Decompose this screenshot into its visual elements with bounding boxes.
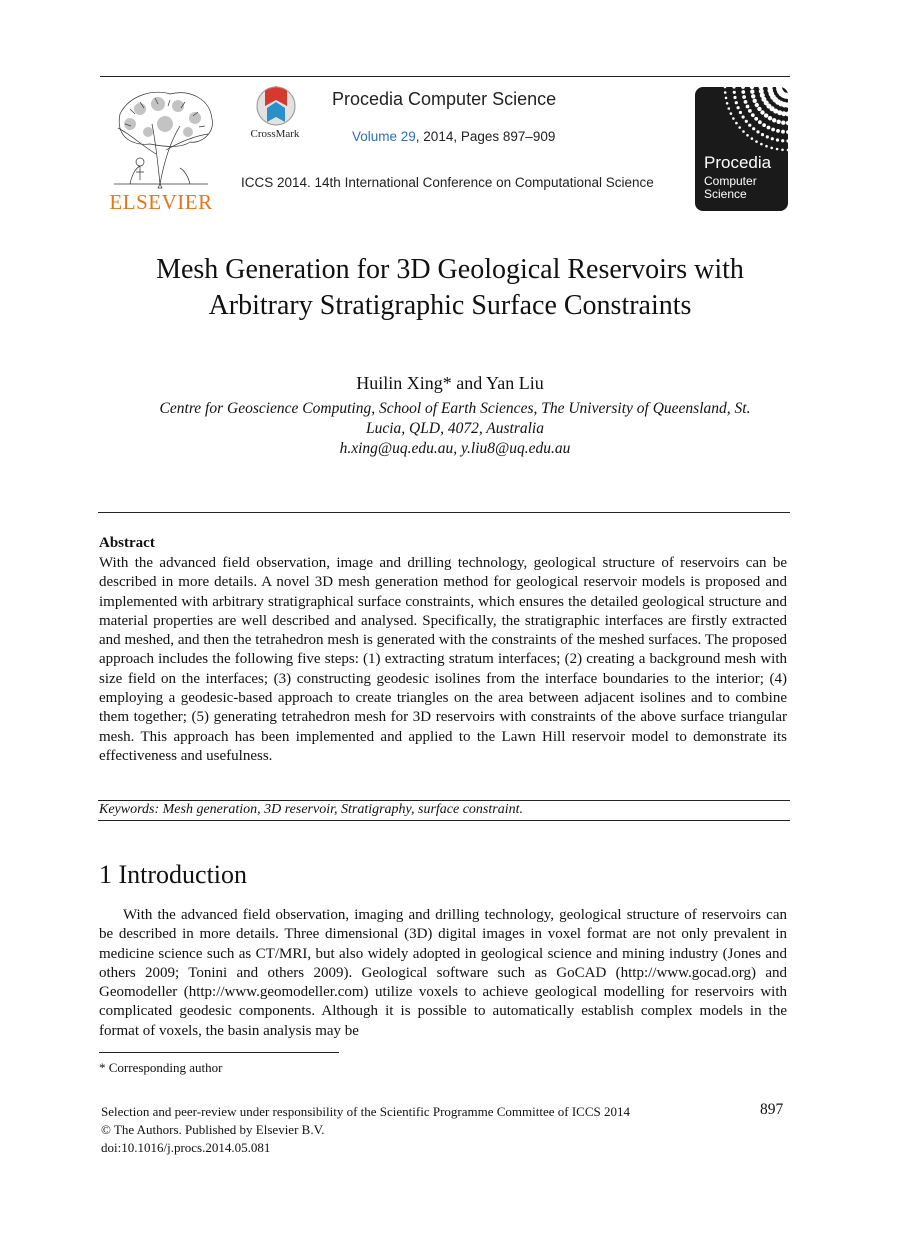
badge-dot	[757, 107, 761, 111]
affiliation-line-1: Centre for Geoscience Computing, School of Earth Sciences, The University of Queensland, St.	[159, 400, 751, 417]
badge-dot	[758, 120, 762, 124]
keywords: Keywords: Mesh generation, 3D reservoir, Stratigraphy, surface constraint.	[99, 802, 523, 817]
badge-dot	[766, 135, 769, 138]
affiliation	[110, 399, 800, 459]
badge-dot	[741, 87, 745, 89]
dot-pattern-icon	[695, 87, 788, 157]
badge-dot	[742, 115, 745, 118]
badge-dot	[748, 109, 752, 113]
badge-dot	[787, 149, 788, 152]
badge-dot	[760, 110, 764, 114]
badge-dot	[750, 90, 754, 94]
badge-dot	[756, 130, 759, 133]
abstract-heading: Abstract	[99, 535, 155, 551]
volume-link[interactable]: Volume 29	[352, 129, 416, 144]
badge-dot	[786, 130, 788, 134]
badge-dot	[772, 118, 776, 122]
header-rule	[100, 76, 790, 77]
badge-dot	[733, 96, 736, 99]
badge-subtitle	[704, 175, 757, 201]
conference-line: ICCS 2014. 14th International Conference on Computational Science	[241, 175, 654, 190]
badge-dot	[750, 87, 754, 89]
badge-dot	[781, 130, 785, 134]
badge-dot	[730, 112, 733, 115]
badge-dot	[732, 117, 735, 120]
footnote-rule	[99, 1052, 339, 1053]
procedia-badge	[695, 87, 788, 211]
volume-pages: , 2014, Pages 897–909	[415, 129, 556, 144]
badge-dot	[737, 106, 740, 109]
badge-dot	[746, 105, 750, 109]
badge-dot	[759, 87, 764, 90]
badge-dot	[742, 130, 745, 133]
badge-dot	[741, 90, 745, 94]
page-number: 897	[760, 1101, 784, 1118]
badge-dot	[781, 121, 785, 125]
badge-dot	[771, 128, 775, 132]
badge-dot	[725, 97, 728, 100]
footer-doi[interactable]: doi:10.1016/j.procs.2014.05.081	[101, 1140, 271, 1155]
footnote-corresponding-author: * Corresponding author	[99, 1060, 223, 1075]
badge-dot	[781, 149, 784, 152]
keywords-top-rule	[98, 800, 790, 801]
badge-sub-line2: Science	[704, 187, 747, 201]
badge-dot	[745, 120, 748, 123]
badge-dot	[724, 91, 727, 94]
badge-dot	[781, 139, 784, 142]
badge-dot	[771, 137, 774, 140]
abstract-top-rule	[98, 512, 790, 513]
badge-dot	[760, 143, 763, 146]
elsevier-wordmark: ELSEVIER	[109, 190, 213, 214]
abstract-body: With the advanced field observation, image and drilling technology, geological structure of reservoirs can be described in more details. A novel 3D mesh generation method for geological reservoir models is proposed and implemented with arbitrary stratigraphical surface constraints, which ensures the detailed geological structure and material properties are well described and analysed. Specifically, the stratigraphic interfaces are firstly extracted and meshed, and then the tetrahedron mesh is generated with the constraints of the meshed surfaces. The proposed approach includes the following five steps: (1) extracting stratum interfaces; (2) creating a background mesh with size field on the interfaces; (3) constructing geodesic isolines from the interface boundaries to the interior; (4) employing a geodesic-based approach to create triangles on the area between adjacent isolines and to combine them together; (5) generating tetrahedron mesh for 3D reservoirs with constraints of the above surface triangular mesh. This approach has been implemented and applied to the Lawn Hill reservoir model to demonstrate its effectiveness and usefulness.	[99, 555, 787, 764]
badge-dot	[761, 133, 764, 136]
badge-dot	[754, 117, 758, 121]
badge-dot	[767, 126, 771, 130]
badge-dot	[732, 87, 735, 89]
badge-dot	[786, 139, 788, 142]
badge-dot	[753, 99, 757, 103]
badge-dot	[752, 127, 755, 130]
badge-dot	[726, 102, 729, 105]
badge-dot	[755, 103, 759, 107]
badge-dot	[776, 138, 779, 141]
badge-dot	[776, 148, 779, 151]
badge-dot	[755, 140, 758, 143]
badge-dot	[751, 113, 755, 117]
badge-dot	[739, 111, 742, 114]
authors: Huilin Xing* and Yan Liu	[356, 373, 544, 393]
crossmark-label: CrossMark	[250, 128, 300, 140]
section-heading-introduction: 1 Introduction	[99, 860, 248, 889]
badge-dot	[748, 124, 751, 127]
badge-dot	[777, 120, 781, 124]
keywords-bottom-rule	[98, 820, 790, 821]
badge-dot	[762, 123, 766, 127]
affiliation-line-2: Lucia, QLD, 4072, Australia	[366, 420, 544, 437]
badge-dot	[735, 122, 738, 125]
badge-dot	[742, 95, 746, 99]
badge-dot	[724, 87, 727, 88]
badge-dot	[744, 100, 748, 104]
badge-dot	[746, 134, 749, 137]
badge-dot	[733, 91, 736, 94]
page-footer	[101, 1103, 741, 1157]
badge-dot	[764, 113, 768, 117]
badge-dot	[751, 94, 755, 98]
badge-dot	[735, 101, 738, 104]
badge-dot	[765, 145, 768, 148]
footer-review-line: Selection and peer-review under responsibility of the Scientific Programme Committee of ICCS 2014	[101, 1104, 631, 1119]
badge-sub-line1: Computer	[704, 174, 757, 188]
badge-dot	[776, 129, 780, 133]
volume-line	[352, 129, 555, 144]
badge-dot	[770, 147, 773, 150]
badge-dot	[738, 126, 741, 129]
badge-dot	[728, 107, 731, 110]
journal-title: Procedia Computer Science	[332, 89, 557, 109]
introduction-body: With the advanced field observation, imaging and drilling technology, geological structure of reservoirs can be described in more details. Three dimensional (3D) digital images in voxel format are not only prevalent in medicine science such as CT/MRI, but also widely adopted in geological science and mining industry (Jones and others 2009; Tonini and others 2009). Geological software such as GoCAD (http://www.gocad.org) and Geomodeller (http://www.geomodeller.com) utilize voxels to achieve geological modelling for reservoirs with complicated geodesic components. Although it is possible to automatically establish complex models in the format of voxels, the basin analysis may be	[99, 907, 787, 1039]
badge-dot	[768, 116, 772, 120]
paper-title	[100, 252, 800, 324]
badge-dot	[786, 121, 788, 125]
author-emails[interactable]: h.xing@uq.edu.au, y.liu8@uq.edu.au	[339, 440, 571, 457]
badge-dot	[751, 137, 754, 140]
title-line-2: Arbitrary Stratigraphic Surface Constraints	[208, 290, 692, 321]
title-line-1: Mesh Generation for 3D Geological Reservoirs with	[156, 254, 744, 285]
footer-copyright-line: © The Authors. Published by Elsevier B.V.	[101, 1122, 325, 1137]
badge-brand: Procedia	[704, 153, 772, 172]
